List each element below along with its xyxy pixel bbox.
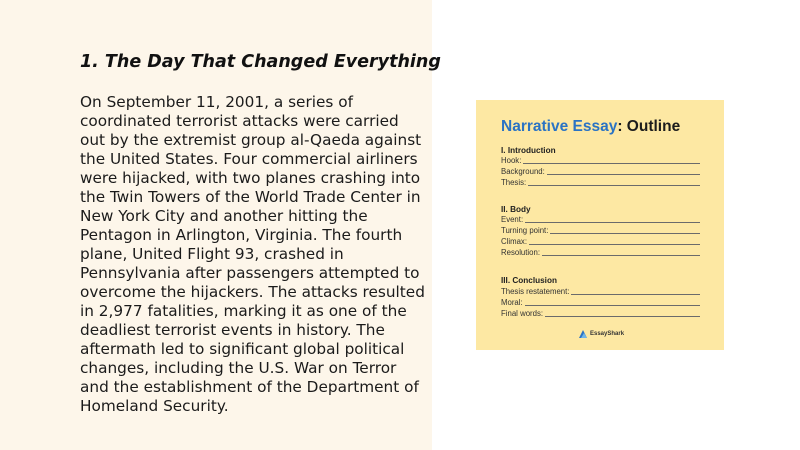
field-label: Event:	[501, 215, 524, 224]
blank-line	[525, 222, 700, 223]
field-label: Moral:	[501, 298, 523, 307]
field-label: Thesis restatement:	[501, 287, 570, 296]
field-event	[501, 214, 700, 224]
field-label: Final words:	[501, 309, 544, 318]
blank-line	[550, 233, 700, 234]
blank-line	[523, 163, 700, 164]
section-heading-conclusion: III. Conclusion	[501, 276, 557, 285]
section-heading-body: II. Body	[501, 205, 531, 214]
field-final-words	[501, 308, 700, 318]
essayshark-logo	[578, 329, 624, 339]
field-climax	[501, 236, 700, 246]
blank-line	[547, 174, 700, 175]
field-label: Background:	[501, 167, 545, 176]
blank-line	[545, 316, 700, 317]
blank-line	[525, 305, 700, 306]
essay-heading: 1. The Day That Changed Everything	[80, 52, 441, 72]
outline-title-accent: Narrative Essay	[501, 118, 618, 135]
outline-card	[476, 100, 724, 350]
blank-line	[542, 255, 700, 256]
field-label: Thesis:	[501, 178, 527, 187]
blank-line	[528, 185, 700, 186]
section-heading-introduction: I. Introduction	[501, 146, 556, 155]
field-label: Hook:	[501, 156, 522, 165]
blank-line	[529, 244, 700, 245]
field-thesis	[501, 177, 700, 187]
essay-paragraph: On September 11, 2001, a series of coordinated terrorist attacks were carried out by the extremist group al-Qaeda against the United States. Four commercial airliners were hijacked, with two planes crashing into the Twin Towers of the World Trade Center in New York City and another hitting the Pentagon in Arlington, Virginia. The fourth plane, United Flight 93, crashed in Pennsylvania after passengers attempted to overcome the hijackers. The attacks resulted in 2,977 fatalities, marking it as one of the deadliest terrorist events in history. The aftermath led to significant global political changes, including the U.S. War on Terror and the establishment of the Department of Homeland Security.	[80, 93, 425, 415]
field-moral	[501, 297, 700, 307]
field-thesis-restatement	[501, 286, 700, 296]
field-turning-point	[501, 225, 700, 235]
blank-line	[571, 294, 700, 295]
field-resolution	[501, 247, 700, 257]
field-label: Resolution:	[501, 248, 541, 257]
essayshark-logo-icon	[578, 329, 588, 339]
field-hook	[501, 155, 700, 165]
field-label: Turning point:	[501, 226, 549, 235]
outline-title-rest: : Outline	[617, 118, 681, 135]
logo-text: EssayShark	[590, 331, 625, 337]
field-background	[501, 166, 700, 176]
outline-card-title	[501, 118, 680, 136]
field-label: Climax:	[501, 237, 527, 246]
